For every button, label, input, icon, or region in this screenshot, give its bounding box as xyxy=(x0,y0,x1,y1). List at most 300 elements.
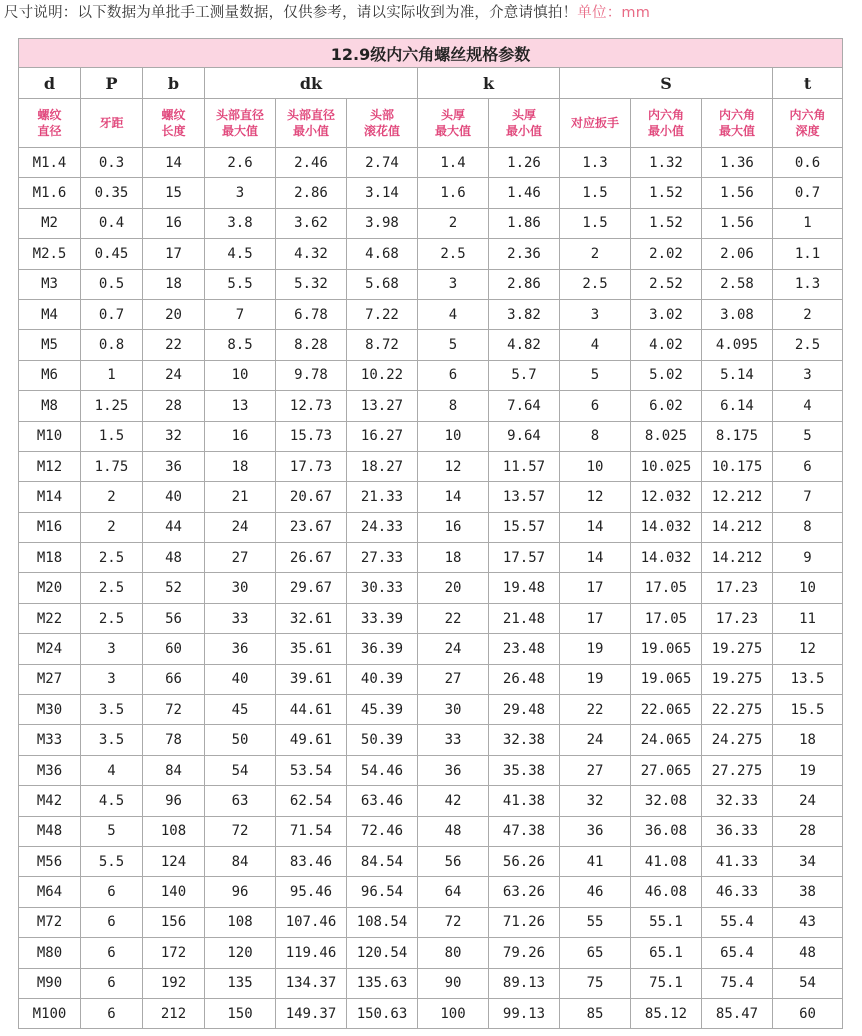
sub-header-cell xyxy=(631,99,702,148)
table-cell: 8.72 xyxy=(347,330,418,360)
group-header-dk: dk xyxy=(205,68,418,99)
table-cell: 30 xyxy=(205,573,276,603)
table-title: 12.9级内六角螺丝规格参数 xyxy=(19,39,843,68)
table-cell: 28 xyxy=(773,816,843,846)
table-cell: 0.35 xyxy=(81,178,143,208)
sub-header-cell xyxy=(418,99,489,148)
table-cell: 41.38 xyxy=(489,786,560,816)
table-cell: 7 xyxy=(773,482,843,512)
table-cell: 11.57 xyxy=(489,451,560,481)
table-cell: 2.5 xyxy=(81,543,143,573)
sub-header-line: 最小值 xyxy=(292,124,329,138)
table-cell: 78 xyxy=(143,725,205,755)
table-cell: 36 xyxy=(560,816,631,846)
table-cell: 14.212 xyxy=(702,512,773,542)
sub-header-line: 深度 xyxy=(795,124,820,138)
table-cell: 4 xyxy=(81,755,143,785)
table-cell: 1.36 xyxy=(702,148,773,178)
table-cell: 27 xyxy=(560,755,631,785)
table-cell: 5.68 xyxy=(347,269,418,299)
table-cell: 27 xyxy=(418,664,489,694)
table-cell: 60 xyxy=(143,634,205,664)
table-cell: 9.64 xyxy=(489,421,560,451)
table-cell: 135.63 xyxy=(347,968,418,998)
table-row xyxy=(19,482,843,512)
table-cell: 4 xyxy=(773,391,843,421)
table-cell: M5 xyxy=(19,330,81,360)
table-cell: 2.74 xyxy=(347,148,418,178)
table-cell: M36 xyxy=(19,755,81,785)
table-cell: 36 xyxy=(418,755,489,785)
table-cell: 5.14 xyxy=(702,360,773,390)
table-cell: 17.57 xyxy=(489,543,560,573)
table-cell: 1.75 xyxy=(81,451,143,481)
table-row xyxy=(19,725,843,755)
table-cell: 1.26 xyxy=(489,148,560,178)
table-cell: 18 xyxy=(773,725,843,755)
table-cell: 192 xyxy=(143,968,205,998)
table-cell: 0.8 xyxy=(81,330,143,360)
table-cell: 90 xyxy=(418,968,489,998)
table-row xyxy=(19,299,843,329)
table-cell: 64 xyxy=(418,877,489,907)
table-cell: 17.05 xyxy=(631,603,702,633)
table-row xyxy=(19,907,843,937)
group-header-b: b xyxy=(143,68,205,99)
table-cell: 18 xyxy=(205,451,276,481)
table-cell: 1.46 xyxy=(489,178,560,208)
table-cell: 22 xyxy=(143,330,205,360)
table-cell: 6 xyxy=(81,998,143,1028)
table-cell: 2 xyxy=(81,482,143,512)
table-cell: 24.065 xyxy=(631,725,702,755)
table-cell: 38 xyxy=(773,877,843,907)
table-cell: M14 xyxy=(19,482,81,512)
table-cell: 18 xyxy=(418,543,489,573)
sub-header-line: 内六角 xyxy=(718,108,755,122)
table-cell: 36.39 xyxy=(347,634,418,664)
sub-header-line: 内六角 xyxy=(647,108,684,122)
table-cell: 55.1 xyxy=(631,907,702,937)
table-cell: 23.67 xyxy=(276,512,347,542)
sub-header-cell xyxy=(276,99,347,148)
table-cell: 6 xyxy=(773,451,843,481)
group-header-s: S xyxy=(560,68,773,99)
table-cell: 19.065 xyxy=(631,634,702,664)
table-cell: 12.212 xyxy=(702,482,773,512)
table-cell: 29.48 xyxy=(489,695,560,725)
table-cell: 36 xyxy=(205,634,276,664)
table-body xyxy=(19,148,843,1029)
table-cell: 3 xyxy=(418,269,489,299)
table-cell: 45 xyxy=(205,695,276,725)
table-cell: 6.78 xyxy=(276,299,347,329)
table-cell: 10.025 xyxy=(631,451,702,481)
table-cell: 48 xyxy=(773,938,843,968)
table-cell: M2 xyxy=(19,208,81,238)
table-cell: 44 xyxy=(143,512,205,542)
table-cell: 16 xyxy=(418,512,489,542)
table-cell: 55 xyxy=(560,907,631,937)
table-cell: 17.23 xyxy=(702,603,773,633)
table-cell: 4.095 xyxy=(702,330,773,360)
table-cell: 15.73 xyxy=(276,421,347,451)
table-cell: 8.5 xyxy=(205,330,276,360)
table-cell: 3.14 xyxy=(347,178,418,208)
table-cell: 4 xyxy=(418,299,489,329)
table-cell: 5.5 xyxy=(205,269,276,299)
table-cell: 14 xyxy=(560,543,631,573)
table-cell: 1.3 xyxy=(560,148,631,178)
table-cell: 96 xyxy=(205,877,276,907)
table-cell: 56.26 xyxy=(489,846,560,876)
table-cell: 84.54 xyxy=(347,846,418,876)
table-cell: 14 xyxy=(418,482,489,512)
table-row xyxy=(19,208,843,238)
table-cell: 30.33 xyxy=(347,573,418,603)
table-cell: M1.6 xyxy=(19,178,81,208)
table-cell: 21.33 xyxy=(347,482,418,512)
table-cell: 134.37 xyxy=(276,968,347,998)
table-cell: 84 xyxy=(143,755,205,785)
table-row xyxy=(19,148,843,178)
sub-header-line: 牙距 xyxy=(99,116,124,130)
table-cell: M4 xyxy=(19,299,81,329)
table-cell: 27.275 xyxy=(702,755,773,785)
table-row xyxy=(19,451,843,481)
table-cell: 17.05 xyxy=(631,573,702,603)
table-cell: 72.46 xyxy=(347,816,418,846)
table-cell: 50.39 xyxy=(347,725,418,755)
table-cell: 20 xyxy=(418,573,489,603)
table-cell: 9 xyxy=(773,543,843,573)
table-cell: 3 xyxy=(560,299,631,329)
table-row xyxy=(19,543,843,573)
table-cell: M100 xyxy=(19,998,81,1028)
table-cell: 46.08 xyxy=(631,877,702,907)
table-cell: 212 xyxy=(143,998,205,1028)
table-cell: 42 xyxy=(418,786,489,816)
table-cell: 14 xyxy=(143,148,205,178)
table-cell: 12.032 xyxy=(631,482,702,512)
sub-header-line: 最大值 xyxy=(718,124,755,138)
table-cell: 2 xyxy=(773,299,843,329)
table-cell: 63 xyxy=(205,786,276,816)
table-cell: 1.4 xyxy=(418,148,489,178)
table-cell: 71.54 xyxy=(276,816,347,846)
sub-header-cell xyxy=(773,99,843,148)
table-cell: 41 xyxy=(560,846,631,876)
table-cell: 10 xyxy=(560,451,631,481)
table-cell: 22.065 xyxy=(631,695,702,725)
table-cell: 3.08 xyxy=(702,299,773,329)
table-cell: 10 xyxy=(773,573,843,603)
screw-spec-table xyxy=(18,38,843,1029)
table-cell: 15.5 xyxy=(773,695,843,725)
sub-header-line: 长度 xyxy=(161,124,186,138)
table-cell: 6.14 xyxy=(702,391,773,421)
table-cell: 14.212 xyxy=(702,543,773,573)
table-row xyxy=(19,786,843,816)
table-cell: 0.6 xyxy=(773,148,843,178)
table-cell: 32.33 xyxy=(702,786,773,816)
table-cell: 1.52 xyxy=(631,208,702,238)
table-cell: M30 xyxy=(19,695,81,725)
table-cell: 56 xyxy=(418,846,489,876)
group-header-t: t xyxy=(773,68,843,99)
table-cell: 85.12 xyxy=(631,998,702,1028)
table-cell: 29.67 xyxy=(276,573,347,603)
table-cell: 1.25 xyxy=(81,391,143,421)
table-cell: 0.5 xyxy=(81,269,143,299)
table-cell: 6 xyxy=(81,877,143,907)
table-cell: 16 xyxy=(143,208,205,238)
table-cell: 1 xyxy=(81,360,143,390)
table-cell: 13.5 xyxy=(773,664,843,694)
table-cell: 0.3 xyxy=(81,148,143,178)
table-cell: 54.46 xyxy=(347,755,418,785)
table-cell: M42 xyxy=(19,786,81,816)
table-cell: M2.5 xyxy=(19,239,81,269)
table-cell: M24 xyxy=(19,634,81,664)
table-cell: 53.54 xyxy=(276,755,347,785)
table-cell: 24 xyxy=(143,360,205,390)
table-cell: 1.6 xyxy=(418,178,489,208)
table-cell: 72 xyxy=(143,695,205,725)
table-row xyxy=(19,421,843,451)
table-cell: 10 xyxy=(205,360,276,390)
sub-header-line: 滚花值 xyxy=(363,124,400,138)
table-cell: 149.37 xyxy=(276,998,347,1028)
table-cell: 8 xyxy=(560,421,631,451)
table-cell: 19.065 xyxy=(631,664,702,694)
table-cell: 1.32 xyxy=(631,148,702,178)
table-cell: 172 xyxy=(143,938,205,968)
table-cell: 7 xyxy=(205,299,276,329)
table-cell: 62.54 xyxy=(276,786,347,816)
table-cell: 2.5 xyxy=(560,269,631,299)
table-cell: 28 xyxy=(143,391,205,421)
table-cell: 15 xyxy=(143,178,205,208)
table-cell: 20.67 xyxy=(276,482,347,512)
table-cell: 2.5 xyxy=(81,603,143,633)
table-row xyxy=(19,512,843,542)
table-cell: 17 xyxy=(560,573,631,603)
table-cell: 40.39 xyxy=(347,664,418,694)
table-cell: 65.4 xyxy=(702,938,773,968)
table-cell: 1.5 xyxy=(560,208,631,238)
table-cell: 3.5 xyxy=(81,695,143,725)
table-cell: 1.5 xyxy=(560,178,631,208)
table-cell: 56 xyxy=(143,603,205,633)
table-cell: 34 xyxy=(773,846,843,876)
sub-header-line: 头厚 xyxy=(511,108,536,122)
table-cell: 41.33 xyxy=(702,846,773,876)
table-cell: 108.54 xyxy=(347,907,418,937)
table-cell: 12.73 xyxy=(276,391,347,421)
sub-header-cell xyxy=(205,99,276,148)
table-cell: 5.5 xyxy=(81,846,143,876)
table-cell: 75.1 xyxy=(631,968,702,998)
table-cell: 4 xyxy=(560,330,631,360)
table-cell: 95.46 xyxy=(276,877,347,907)
sub-header-line: 头部直径 xyxy=(215,108,264,122)
sub-header-cell xyxy=(81,99,143,148)
table-row xyxy=(19,695,843,725)
table-cell: 2.5 xyxy=(81,573,143,603)
sub-header-cell xyxy=(560,99,631,148)
table-cell: 35.61 xyxy=(276,634,347,664)
table-cell: 80 xyxy=(418,938,489,968)
table-cell: 5.32 xyxy=(276,269,347,299)
table-cell: 19.275 xyxy=(702,664,773,694)
table-cell: 17 xyxy=(143,239,205,269)
table-cell: 12 xyxy=(560,482,631,512)
table-row xyxy=(19,634,843,664)
table-cell: 39.61 xyxy=(276,664,347,694)
table-cell: 0.4 xyxy=(81,208,143,238)
table-cell: 2 xyxy=(418,208,489,238)
unit-label: 单位：mm xyxy=(577,5,651,21)
sub-header-cell xyxy=(489,99,560,148)
group-header-p: P xyxy=(81,68,143,99)
table-cell: 6 xyxy=(81,907,143,937)
table-cell: 8 xyxy=(773,512,843,542)
table-cell: 1.5 xyxy=(81,421,143,451)
table-cell: 14.032 xyxy=(631,543,702,573)
table-cell: 3.02 xyxy=(631,299,702,329)
sub-header-line: 螺纹 xyxy=(161,108,186,122)
table-cell: 15.57 xyxy=(489,512,560,542)
table-cell: M18 xyxy=(19,543,81,573)
table-cell: 75 xyxy=(560,968,631,998)
sub-header-line: 头部 xyxy=(369,108,394,122)
sub-header-cell xyxy=(143,99,205,148)
table-cell: M1.4 xyxy=(19,148,81,178)
table-cell: 107.46 xyxy=(276,907,347,937)
table-cell: 46.33 xyxy=(702,877,773,907)
size-note xyxy=(4,2,650,24)
sub-header-cell xyxy=(702,99,773,148)
table-cell: 19 xyxy=(560,664,631,694)
table-cell: 66 xyxy=(143,664,205,694)
table-cell: 7.64 xyxy=(489,391,560,421)
table-cell: 32.61 xyxy=(276,603,347,633)
table-cell: 27 xyxy=(205,543,276,573)
table-cell: 3.82 xyxy=(489,299,560,329)
sub-header-line: 头厚 xyxy=(440,108,465,122)
table-cell: 49.61 xyxy=(276,725,347,755)
sub-header-line: 最大值 xyxy=(434,124,471,138)
group-header-row xyxy=(19,68,843,99)
table-cell: 9.78 xyxy=(276,360,347,390)
table-cell: 33 xyxy=(418,725,489,755)
table-cell: 135 xyxy=(205,968,276,998)
table-cell: 85 xyxy=(560,998,631,1028)
table-cell: M22 xyxy=(19,603,81,633)
table-cell: 84 xyxy=(205,846,276,876)
table-cell: 1 xyxy=(773,208,843,238)
table-cell: 3.62 xyxy=(276,208,347,238)
table-cell: 3 xyxy=(205,178,276,208)
table-cell: 85.47 xyxy=(702,998,773,1028)
sub-header-line: 内六角 xyxy=(789,108,826,122)
table-cell: 83.46 xyxy=(276,846,347,876)
table-cell: 21 xyxy=(205,482,276,512)
table-cell: 14.032 xyxy=(631,512,702,542)
table-cell: 6.02 xyxy=(631,391,702,421)
table-cell: 32.38 xyxy=(489,725,560,755)
table-row xyxy=(19,178,843,208)
table-cell: 140 xyxy=(143,877,205,907)
table-cell: 72 xyxy=(418,907,489,937)
table-cell: M16 xyxy=(19,512,81,542)
table-cell: 52 xyxy=(143,573,205,603)
table-cell: 5 xyxy=(773,421,843,451)
table-cell: 108 xyxy=(143,816,205,846)
table-cell: M64 xyxy=(19,877,81,907)
table-cell: 65 xyxy=(560,938,631,968)
table-cell: M12 xyxy=(19,451,81,481)
table-cell: 89.13 xyxy=(489,968,560,998)
table-cell: 63.26 xyxy=(489,877,560,907)
table-cell: 8 xyxy=(418,391,489,421)
sub-header-cell xyxy=(19,99,81,148)
table-cell: 71.26 xyxy=(489,907,560,937)
table-cell: 33.39 xyxy=(347,603,418,633)
table-cell: 2.52 xyxy=(631,269,702,299)
table-cell: 43 xyxy=(773,907,843,937)
table-cell: 54 xyxy=(773,968,843,998)
table-row xyxy=(19,755,843,785)
table-cell: 24 xyxy=(560,725,631,755)
table-cell: 26.67 xyxy=(276,543,347,573)
table-cell: 0.45 xyxy=(81,239,143,269)
table-cell: 150.63 xyxy=(347,998,418,1028)
table-cell: 16.27 xyxy=(347,421,418,451)
table-cell: 36 xyxy=(143,451,205,481)
table-cell: 0.7 xyxy=(81,299,143,329)
table-cell: 3.5 xyxy=(81,725,143,755)
table-row xyxy=(19,269,843,299)
table-cell: 13 xyxy=(205,391,276,421)
table-cell: M33 xyxy=(19,725,81,755)
table-row xyxy=(19,360,843,390)
table-cell: 2.5 xyxy=(418,239,489,269)
sub-header-line: 螺纹 xyxy=(37,108,62,122)
table-cell: 63.46 xyxy=(347,786,418,816)
sub-header-line: 最大值 xyxy=(221,124,258,138)
table-cell: M10 xyxy=(19,421,81,451)
table-cell: 3.8 xyxy=(205,208,276,238)
table-cell: 120 xyxy=(205,938,276,968)
sub-header-line: 最小值 xyxy=(647,124,684,138)
table-cell: 10 xyxy=(418,421,489,451)
table-cell: 8.175 xyxy=(702,421,773,451)
table-cell: 33 xyxy=(205,603,276,633)
table-cell: 54 xyxy=(205,755,276,785)
table-cell: 30 xyxy=(418,695,489,725)
table-cell: 36.33 xyxy=(702,816,773,846)
table-cell: M8 xyxy=(19,391,81,421)
table-cell: 2.5 xyxy=(773,330,843,360)
table-cell: 23.48 xyxy=(489,634,560,664)
table-cell: 14 xyxy=(560,512,631,542)
table-cell: 21.48 xyxy=(489,603,560,633)
table-cell: 6 xyxy=(418,360,489,390)
table-cell: 12 xyxy=(773,634,843,664)
sub-header-row xyxy=(19,99,843,148)
